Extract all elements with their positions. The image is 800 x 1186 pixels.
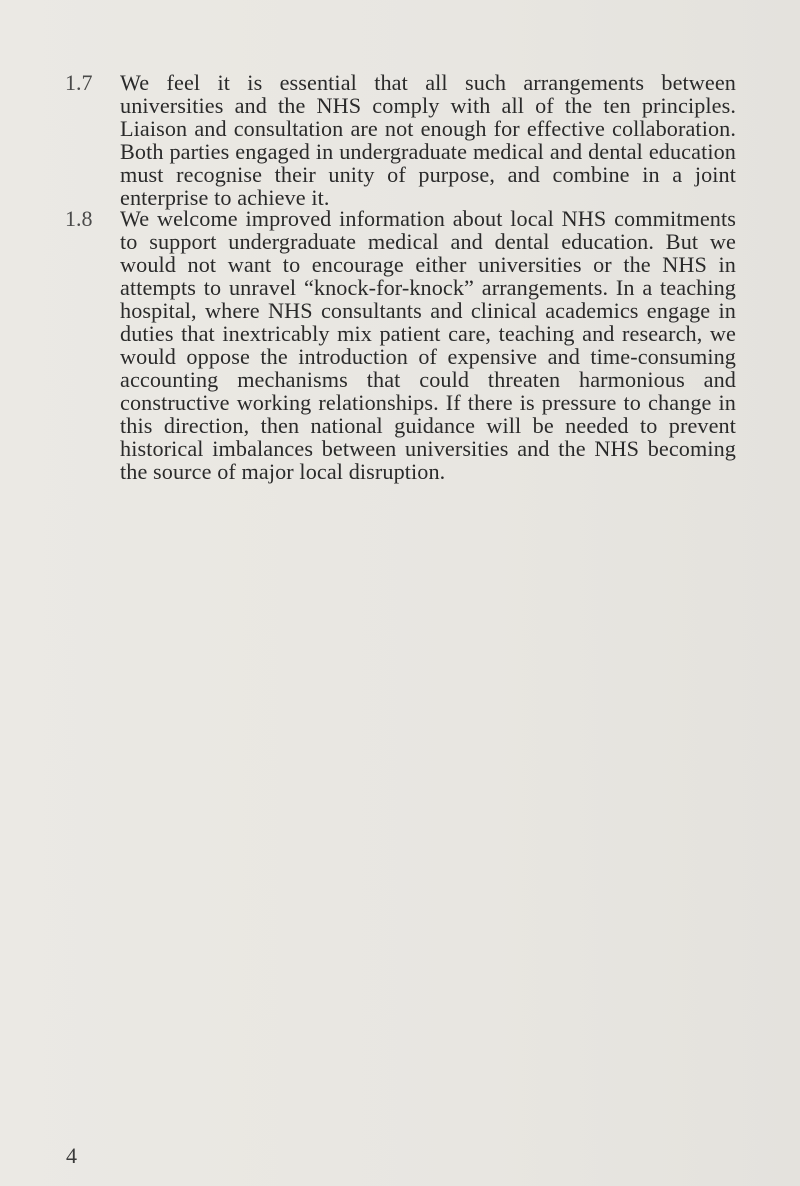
paragraph-text: We feel it is essential that all such arrangements between universities and the NHS comply with all of the ten principles. Liaison and consultation are not enough for effective collaboration. Both parties engaged in undergraduate medical and dental education must recognise their unity of purpose, and combine in a joint enterprise to achieve it. — [120, 70, 736, 210]
page-number: 4 — [66, 1143, 77, 1168]
paragraph-number: 1.8 — [65, 206, 93, 231]
paragraph-number: 1.7 — [65, 70, 93, 95]
paragraph-text: We welcome improved information about local NHS commitments to support undergraduate medical and dental education. But we would not want to encourage either universities or the NHS in attempts to unravel “knock-for-knock” arrangements. In a teaching hospital, where NHS consultants and clinical academics engage in duties that inextricably mix patient care, teaching and research, we would oppose the introduction of expensive and time-consuming accounting mechanisms that could threaten harmonious and constructive working relationships. If there is pressure to change in this direction, then national guidance will be needed to prevent historical imbalances between universities and the NHS becoming the source of major local disruption. — [120, 206, 736, 484]
